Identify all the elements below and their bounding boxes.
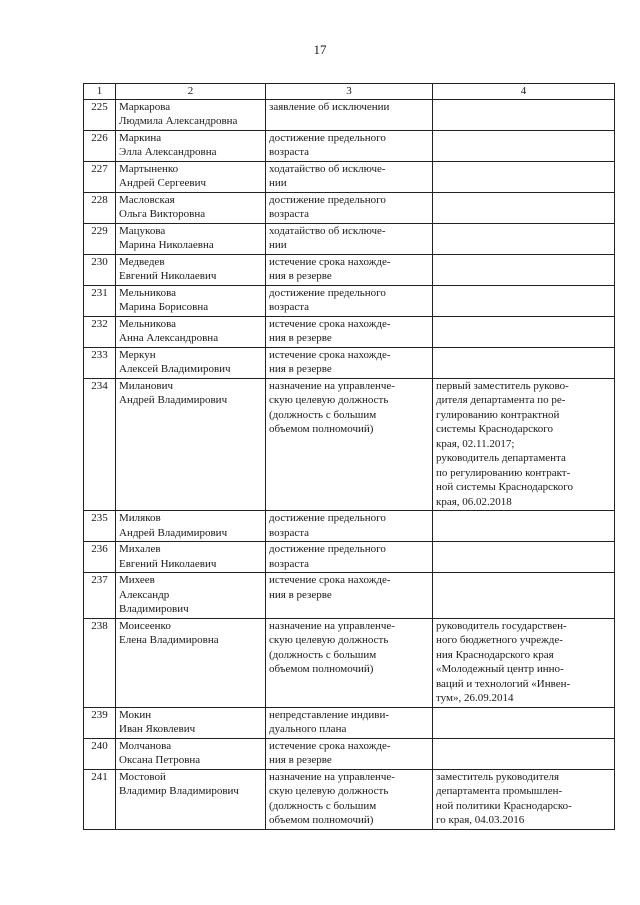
full-name-cell: Мостовой Владимир Владимирович [116, 769, 266, 829]
row-number-cell: 233 [84, 347, 116, 378]
exclusion-reason-cell: ходатайство об исключе- нии [266, 161, 433, 192]
exclusion-reason-cell: назначение на управленче- скую целевую должность (должность с большим объемом полномочий) [266, 769, 433, 829]
table-row [84, 542, 615, 573]
appointment-note-cell [433, 223, 615, 254]
appointment-note-cell [433, 542, 615, 573]
header-col-4: 4 [433, 84, 615, 100]
row-number-cell: 234 [84, 378, 116, 511]
header-row [84, 84, 615, 100]
exclusion-reason-cell: достижение предельного возраста [266, 192, 433, 223]
appointment-note-cell [433, 573, 615, 619]
row-number-cell: 232 [84, 316, 116, 347]
full-name-cell: Мельникова Анна Александровна [116, 316, 266, 347]
table-row [84, 99, 615, 130]
appointment-note-cell: первый заместитель руково- дителя департамента по ре- гулированию контрактной системы Краснодарского края, 02.11.2017; руководитель департамента по регулированию контракт- ной системы Краснодарского края, 06.02.2018 [433, 378, 615, 511]
appointment-note-cell [433, 347, 615, 378]
exclusion-reason-cell: назначение на управленче- скую целевую должность (должность с большим объемом полномочий) [266, 618, 433, 707]
row-number-cell: 238 [84, 618, 116, 707]
row-number-cell: 235 [84, 511, 116, 542]
table-row [84, 285, 615, 316]
full-name-cell: Мокин Иван Яковлевич [116, 707, 266, 738]
exclusion-reason-cell: достижение предельного возраста [266, 542, 433, 573]
row-number-cell: 240 [84, 738, 116, 769]
row-number-cell: 236 [84, 542, 116, 573]
reserve-exclusion-table [83, 83, 615, 830]
table-row [84, 707, 615, 738]
header-col-2: 2 [116, 84, 266, 100]
full-name-cell: Михалев Евгений Николаевич [116, 542, 266, 573]
table-row [84, 161, 615, 192]
exclusion-reason-cell: непредставление индиви- дуального плана [266, 707, 433, 738]
full-name-cell: Медведев Евгений Николаевич [116, 254, 266, 285]
full-name-cell: Мельникова Марина Борисовна [116, 285, 266, 316]
table-row [84, 769, 615, 829]
exclusion-reason-cell: достижение предельного возраста [266, 130, 433, 161]
table-row [84, 316, 615, 347]
page-number: 17 [313, 42, 327, 57]
appointment-note-cell [433, 738, 615, 769]
full-name-cell: Мартыненко Андрей Сергеевич [116, 161, 266, 192]
appointment-note-cell: заместитель руководителя департамента промышлен- ной политики Краснодарско- го края, 04.03.2016 [433, 769, 615, 829]
row-number-cell: 230 [84, 254, 116, 285]
row-number-cell: 228 [84, 192, 116, 223]
appointment-note-cell [433, 161, 615, 192]
table-row [84, 378, 615, 511]
table-row [84, 192, 615, 223]
header-col-1: 1 [84, 84, 116, 100]
row-number-cell: 241 [84, 769, 116, 829]
table-row [84, 618, 615, 707]
exclusion-reason-cell: назначение на управленче- скую целевую должность (должность с большим объемом полномочий) [266, 378, 433, 511]
table-row [84, 130, 615, 161]
appointment-note-cell [433, 130, 615, 161]
row-number-cell: 225 [84, 99, 116, 130]
full-name-cell: Масловская Ольга Викторовна [116, 192, 266, 223]
row-number-cell: 226 [84, 130, 116, 161]
full-name-cell: Молчанова Оксана Петровна [116, 738, 266, 769]
full-name-cell: Миланович Андрей Владимирович [116, 378, 266, 511]
table-row [84, 738, 615, 769]
appointment-note-cell: руководитель государствен- ного бюджетного учрежде- ния Краснодарского края «Молодежный центр инно- ваций и технологий «Инвен- тум», 26.09.2014 [433, 618, 615, 707]
appointment-note-cell [433, 99, 615, 130]
table-row [84, 223, 615, 254]
row-number-cell: 237 [84, 573, 116, 619]
appointment-note-cell [433, 511, 615, 542]
full-name-cell: Мацукова Марина Николаевна [116, 223, 266, 254]
exclusion-reason-cell: истечение срока нахожде- ния в резерве [266, 316, 433, 347]
appointment-note-cell [433, 192, 615, 223]
table-row [84, 254, 615, 285]
table-row [84, 511, 615, 542]
header-col-3: 3 [266, 84, 433, 100]
row-number-cell: 229 [84, 223, 116, 254]
table-row [84, 573, 615, 619]
appointment-note-cell [433, 285, 615, 316]
appointment-note-cell [433, 316, 615, 347]
exclusion-reason-cell: ходатайство об исключе- нии [266, 223, 433, 254]
exclusion-reason-cell: достижение предельного возраста [266, 511, 433, 542]
full-name-cell: Моисеенко Елена Владимировна [116, 618, 266, 707]
appointment-note-cell [433, 254, 615, 285]
row-number-cell: 227 [84, 161, 116, 192]
exclusion-reason-cell: истечение срока нахожде- ния в резерве [266, 254, 433, 285]
exclusion-reason-cell: истечение срока нахожде- ния в резерве [266, 738, 433, 769]
table-row [84, 347, 615, 378]
exclusion-reason-cell: заявление об исключении [266, 99, 433, 130]
exclusion-reason-cell: истечение срока нахожде- ния в резерве [266, 347, 433, 378]
row-number-cell: 231 [84, 285, 116, 316]
full-name-cell: Миляков Андрей Владимирович [116, 511, 266, 542]
row-number-cell: 239 [84, 707, 116, 738]
exclusion-reason-cell: достижение предельного возраста [266, 285, 433, 316]
full-name-cell: Михеев Александр Владимирович [116, 573, 266, 619]
exclusion-reason-cell: истечение срока нахожде- ния в резерве [266, 573, 433, 619]
full-name-cell: Меркун Алексей Владимирович [116, 347, 266, 378]
full-name-cell: Маркарова Людмила Александровна [116, 99, 266, 130]
appointment-note-cell [433, 707, 615, 738]
full-name-cell: Маркина Элла Александровна [116, 130, 266, 161]
